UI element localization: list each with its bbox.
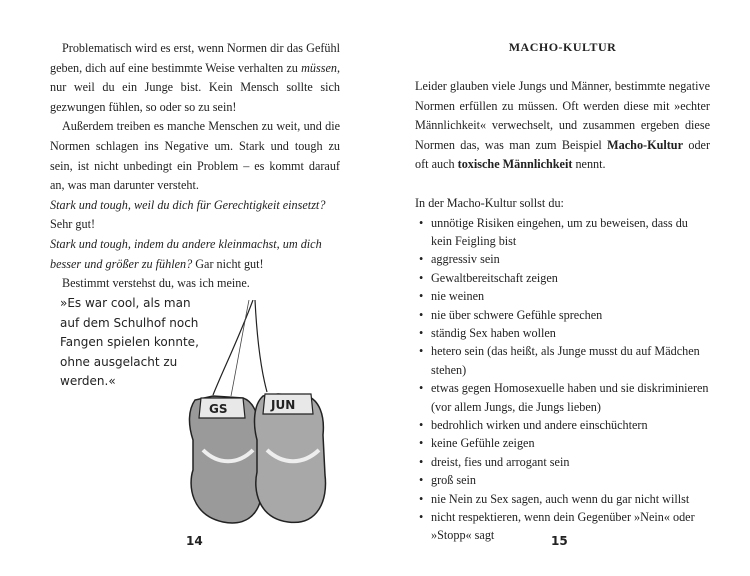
section-heading: MACHO-KULTUR	[508, 40, 617, 54]
right-glove	[255, 394, 326, 522]
left-glove	[189, 396, 261, 523]
macho-culture-list	[415, 214, 710, 545]
list-item: • Gewaltbereitschaft zeigen	[415, 269, 710, 287]
paragraph-2: Außerdem treiben es manche Menschen zu weit, und die Normen schlagen ins Negative um. Stark und tough zu sein, ist nicht unbedingt ein Problem – es kommt darauf an, was man darunter versteht.	[50, 119, 340, 193]
handwritten-quote: »Es war cool, als man auf dem Schulhof noch Fangen spielen konnte, ohne ausgelacht zu werden.«	[60, 296, 199, 388]
page-number-left: 14	[186, 534, 203, 548]
right-body-text	[415, 77, 710, 545]
list-item: • nie Nein zu Sex sagen, auch wenn du gar nicht willst	[415, 490, 710, 508]
list-item: • etwas gegen Homosexuelle haben und sie diskriminieren (vor allem Jungs, die Jungs lieben)	[415, 379, 710, 416]
list-item: • groß sein	[415, 471, 710, 489]
list-item: • nie über schwere Gefühle sprechen	[415, 306, 710, 324]
paragraph-3: Bestimmt verstehst du, was ich meine.	[62, 276, 250, 291]
boxing-gloves-illustration	[183, 300, 333, 530]
left-glove-lettering: GS	[209, 402, 228, 416]
paragraph-1: Problematisch wird es erst, wenn Normen dir das Gefühl geben, dich auf eine bestimmte Weise verhalten zu müssen, nur weil du ein Junge bist. Kein Mensch sollte sich gezwungen fühlen, so oder so zu sein!	[50, 41, 340, 114]
list-item: • nie weinen	[415, 287, 710, 305]
intro-paragraph: Leider glauben viele Jungs und Männer, bestimmte negative Normen erfüllen zu müssen. Oft werden diese mit »echter Männlichkeit« verwechselt, und zusammen ergeben diese Normen das, was man zum Beispiel Macho-Kultur oder oft auch toxische Männlichkeit nennt.	[415, 79, 711, 172]
list-item: • hetero sein (das heißt, als Junge musst du auf Mädchen stehen)	[415, 342, 710, 379]
question-1: Stark und tough, weil du dich für Gerechtigkeit einsetzt? Sehr gut!	[50, 197, 326, 232]
page-number-right: 15	[551, 534, 568, 548]
list-item: • bedrohlich wirken und andere einschüchtern	[415, 416, 710, 434]
list-item: • ständig Sex haben wollen	[415, 324, 710, 342]
right-page	[375, 0, 750, 576]
list-item: • nicht respektieren, wenn dein Gegenüber »Nein« oder »Stopp« sagt	[415, 508, 710, 545]
list-item: • dreist, fies und arrogant sein	[415, 453, 710, 471]
list-item: • keine Gefühle zeigen	[415, 434, 710, 452]
list-item: • unnötige Risiken eingehen, um zu beweisen, dass du kein Feigling bist	[415, 214, 710, 251]
question-2: Stark und tough, indem du andere kleinmachst, um dich besser und größer zu fühlen? Gar nicht gut!	[50, 236, 322, 271]
list-intro: In der Macho-Kultur sollst du:	[415, 195, 564, 210]
right-glove-lettering: JUN	[271, 398, 296, 412]
list-item: • aggressiv sein	[415, 250, 710, 268]
left-body-text	[50, 39, 340, 294]
